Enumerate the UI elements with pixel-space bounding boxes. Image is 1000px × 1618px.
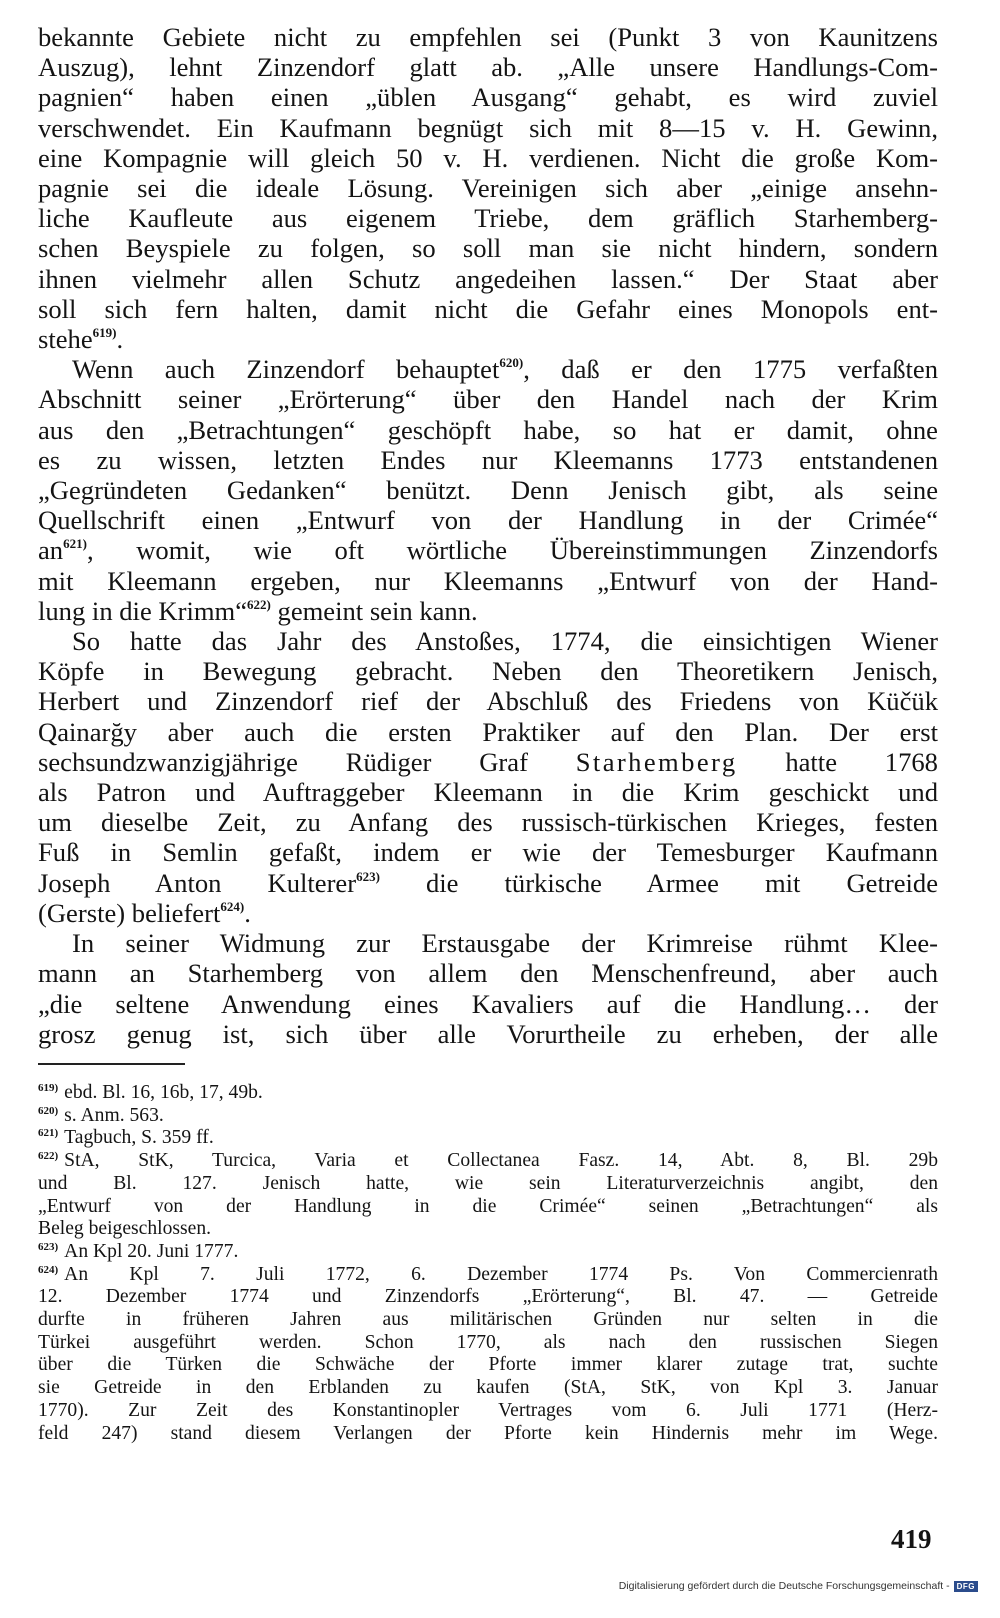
text-segment: . xyxy=(244,897,251,928)
text-line: liche Kaufleute aus eigenem Triebe, dem gräflich Starhemberg- xyxy=(38,203,938,234)
text-line xyxy=(38,898,938,928)
text-line: verschwendet. Ein Kaufmann begnügt sich mit 8—15 v. H. Gewinn, xyxy=(38,112,938,143)
text-line xyxy=(38,1241,938,1264)
footnote-number: 624) xyxy=(38,1263,59,1276)
footnote-number: 619) xyxy=(38,1082,59,1094)
text-line: 12. Dezember 1774 und Zinzendorfs „Erörterung“, Bl. 47. — Getreide xyxy=(38,1286,938,1308)
text-line: schen Beyspiele zu folgen, so soll man sie nicht hindern, sondern xyxy=(38,233,938,264)
footnote-622 xyxy=(38,1150,938,1241)
text-line xyxy=(38,747,938,777)
footnote-ref-620[interactable]: 620) xyxy=(499,355,524,371)
text-line: Quellschrift einen „Entwurf von der Handlung in der Crimée“ xyxy=(38,505,938,536)
footnote-620 xyxy=(38,1105,938,1128)
text-segment: Tagbuch, S. 359 ff. xyxy=(64,1127,214,1149)
text-line: Abschnitt seiner „Erörterung“ über den Handel nach der Krim xyxy=(38,384,938,415)
paragraph-1 xyxy=(38,22,938,354)
text-segment: sechsundzwanzigjährige Rüdiger Graf xyxy=(38,746,576,777)
text-line: es zu wissen, letzten Endes nur Kleemanns 1773 entstandenen xyxy=(38,444,938,475)
text-line: um dieselbe Zeit, zu Anfang des russisch-türkischen Krieges, festen xyxy=(38,807,938,838)
text-segment: s. Anm. 563. xyxy=(64,1104,164,1126)
text-line: „Gegründeten Gedanken“ benützt. Denn Jenisch gibt, als seine xyxy=(38,475,938,506)
text-segment: gemeint sein kann. xyxy=(270,595,478,626)
text-line: feld 247) stand diesem Verlangen der Pforte kein Hindernis mehr im Wege. xyxy=(38,1422,938,1444)
text-line: über die Türken die Schwäche der Pforte immer klarer zutage trat, suchte xyxy=(38,1354,938,1376)
text-line: grosz genug ist, sich über alle Vorurtheile zu erheben, der alle xyxy=(38,1018,938,1049)
text-line xyxy=(38,1127,938,1150)
text-line: Fuß in Semlin gefaßt, indem er wie der Temesburger Kaufmann xyxy=(38,837,938,868)
text-segment: (Gerste) beliefert xyxy=(38,897,221,928)
text-segment: An Kpl 7. Juli 1772, 6. Dezember 1774 Ps. Von Commercienrath xyxy=(64,1263,938,1285)
body-text xyxy=(38,22,938,1049)
text-line: und Bl. 127. Jenisch hatte, wie sein Literaturverzeichnis angibt, den xyxy=(38,1172,938,1194)
text-line xyxy=(38,868,938,898)
text-line: „Entwurf von der Handlung in die Crimée“ seinen „Betrachtungen“ als xyxy=(38,1195,938,1217)
footnote-ref-621[interactable]: 621) xyxy=(63,536,87,552)
text-line: soll sich fern halten, damit nicht die Gefahr eines Monopols ent- xyxy=(38,293,938,324)
dfg-logo-icon: DFG xyxy=(954,1581,978,1592)
text-segment: An Kpl 20. Juni 1777. xyxy=(64,1240,239,1262)
text-line xyxy=(38,324,938,354)
paragraph-2 xyxy=(38,354,938,626)
text-segment: Joseph Anton Kulterer xyxy=(38,867,357,898)
text-line xyxy=(38,535,938,565)
digitization-credit xyxy=(619,1580,978,1592)
text-line: mann an Starhemberg von allem den Menschenfreund, aber auch xyxy=(38,958,938,989)
text-line: Beleg beigeschlossen. xyxy=(38,1218,212,1240)
footnote-ref-624[interactable]: 624) xyxy=(220,898,245,914)
text-line xyxy=(38,1082,938,1105)
text-segment: , womit, wie oft wörtliche Übereinstimmungen Zinzendorfs xyxy=(86,535,938,566)
text-line: Türkei ausgeführt werden. Schon 1770, als nach den russischen Siegen xyxy=(38,1331,938,1353)
footnote-624 xyxy=(38,1264,938,1446)
text-line: sie Getreide in den Erblanden zu kaufen (StA, StK, von Kpl 3. Januar xyxy=(38,1377,938,1399)
text-segment: stehe xyxy=(38,324,93,355)
text-line: durfte in früheren Jahren aus militärischen Gründen nur selten in die xyxy=(38,1309,938,1331)
text-line: pagnie sei die ideale Lösung. Vereinigen sich aber „einige ansehn- xyxy=(38,173,938,204)
text-segment: . xyxy=(116,324,124,355)
page-number: 419 xyxy=(891,1524,932,1554)
footnote-separator xyxy=(38,1063,185,1065)
text-line xyxy=(38,1105,938,1128)
footnote-ref-622[interactable]: 622) xyxy=(247,596,271,612)
text-line: pagnien“ haben einen „üblen Ausgang“ gehabt, es wird zuviel xyxy=(38,82,938,113)
text-line: Köpfe in Bewegung gebracht. Neben den Theoretikern Jenisch, xyxy=(38,656,938,687)
text-segment: , daß er den 1775 verfaßten xyxy=(523,354,939,385)
text-segment: ebd. Bl. 16, 16b, 17, 49b. xyxy=(64,1082,263,1103)
footnote-number: 623) xyxy=(38,1240,59,1253)
paragraph-3 xyxy=(38,626,938,928)
text-line: ihnen vielmehr allen Schutz angedeihen lassen.“ Der Staat aber xyxy=(38,263,938,294)
footnote-number: 621) xyxy=(38,1127,59,1140)
paragraph-4 xyxy=(38,928,938,1049)
text-line xyxy=(38,354,938,384)
spaced-name: Starhemberg xyxy=(575,746,738,777)
credit-text: Digitalisierung gefördert durch die Deutsche Forschungsgemeinschaft - xyxy=(618,1580,950,1592)
text-segment: an xyxy=(38,535,64,566)
text-segment: lung in die Krimm“ xyxy=(38,595,248,626)
text-line: 1770). Zur Zeit des Konstantinopler Vertrages vom 6. Juli 1771 (Herz- xyxy=(38,1399,938,1421)
text-line: Herbert und Zinzendorf rief der Abschluß des Friedens von Küčük xyxy=(38,686,938,717)
footnote-number: 620) xyxy=(38,1104,59,1117)
text-segment: hatte 1768 xyxy=(737,746,938,777)
text-line: mit Kleemann ergeben, nur Kleemanns „Entwurf von der Hand- xyxy=(38,565,938,596)
text-line: aus den „Betrachtungen“ geschöpft habe, so hat er damit, ohne xyxy=(38,414,938,445)
text-line: bekannte Gebiete nicht zu empfehlen sei (Punkt 3 von Kaunitzens xyxy=(38,22,938,52)
footnote-623 xyxy=(38,1241,938,1264)
text-line: als Patron und Auftraggeber Kleemann in die Krim geschickt und xyxy=(38,777,938,808)
text-line xyxy=(38,1264,938,1287)
text-line: In seiner Widmung zur Erstausgabe der Krimreise rühmt Klee- xyxy=(72,928,938,959)
footnote-ref-619[interactable]: 619) xyxy=(92,325,117,341)
text-segment: StA, StK, Turcica, Varia et Collectanea Fasz. 14, Abt. 8, Bl. 29b xyxy=(64,1150,938,1172)
footnotes xyxy=(38,1082,938,1445)
footnote-number: 622) xyxy=(38,1150,59,1163)
text-line: Qainarğy aber auch die ersten Praktiker auf den Plan. Der erst xyxy=(38,716,938,747)
text-line: „die seltene Anwendung eines Kavaliers auf die Handlung… der xyxy=(38,988,938,1019)
footnote-619 xyxy=(38,1082,938,1105)
text-segment: Wenn auch Zinzendorf behauptet xyxy=(72,354,500,385)
text-line: Auszug), lehnt Zinzendorf glatt ab. „Alle unsere Handlungs-Com- xyxy=(38,52,938,83)
footnote-ref-623[interactable]: 623) xyxy=(356,868,380,884)
text-line: So hatte das Jahr des Anstoßes, 1774, die einsichtigen Wiener xyxy=(72,626,938,657)
text-line xyxy=(38,1150,938,1173)
text-line: eine Kompagnie will gleich 50 v. H. verdienen. Nicht die große Kom- xyxy=(38,142,938,173)
footnote-621 xyxy=(38,1127,938,1150)
text-segment: die türkische Armee mit Getreide xyxy=(379,867,938,898)
text-line xyxy=(38,596,938,626)
